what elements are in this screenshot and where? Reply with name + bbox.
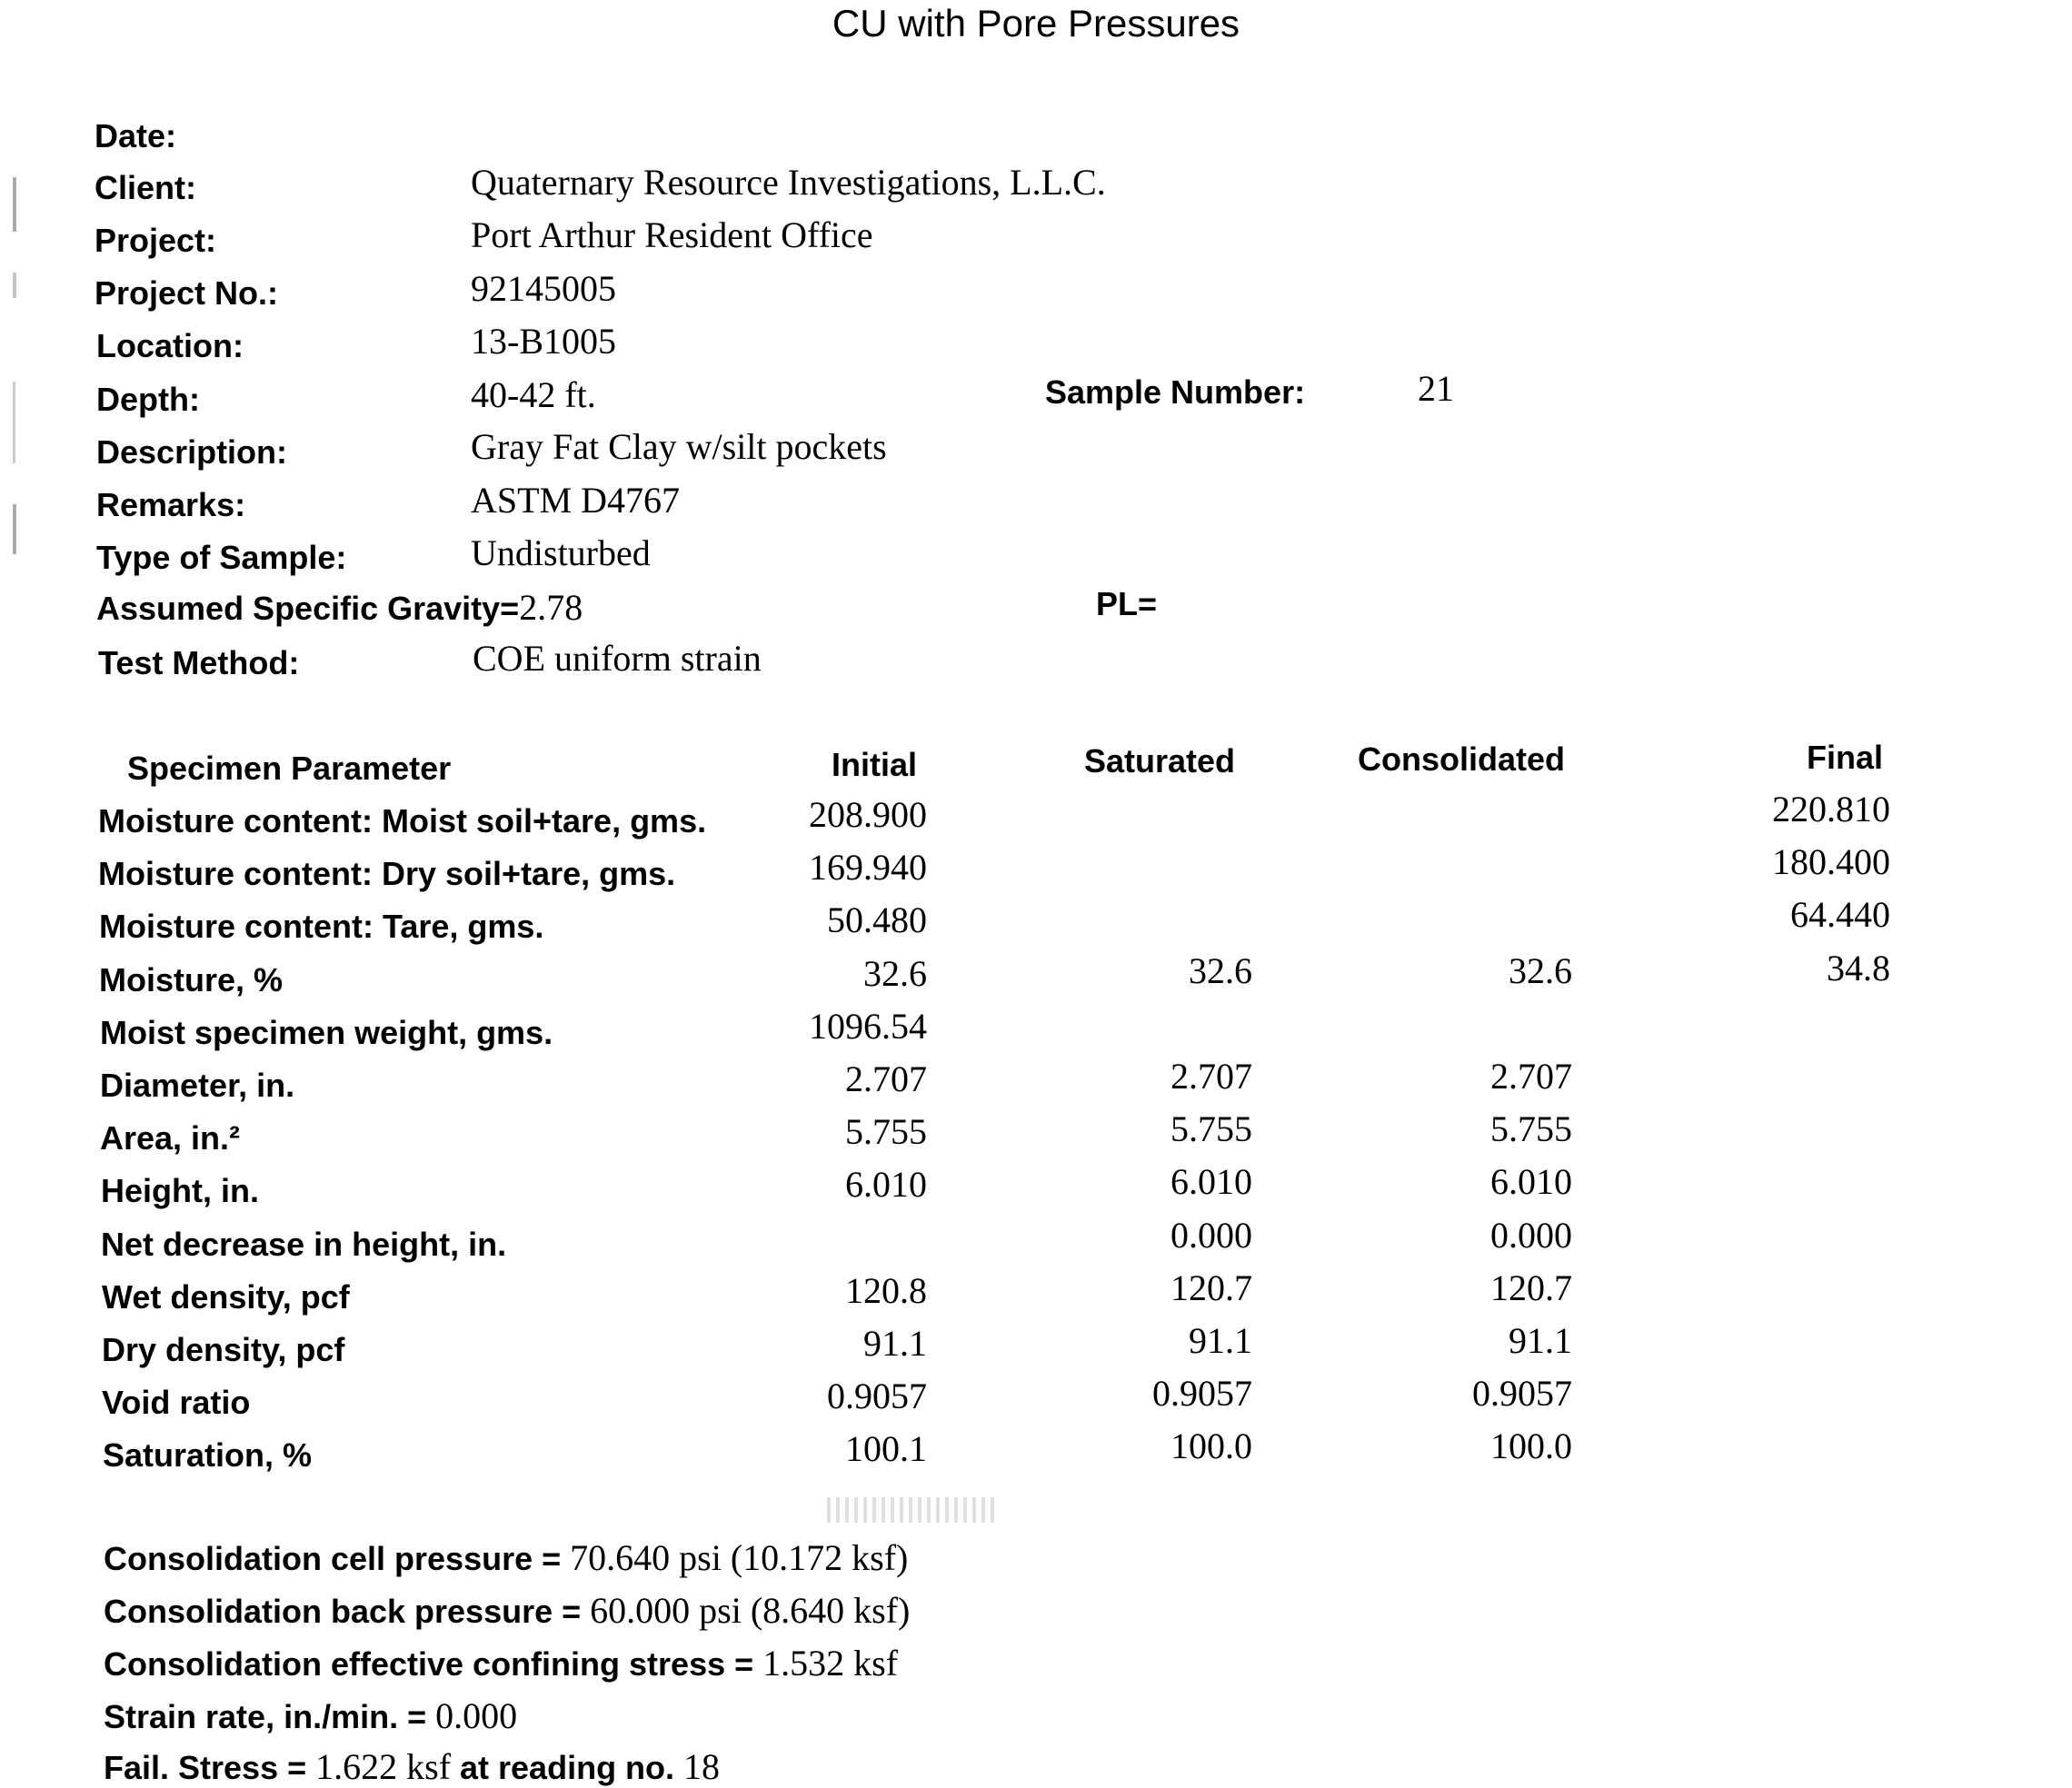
cell-consolidated: 2.707 [1490, 1056, 1572, 1097]
cell-final: 34.8 [1827, 948, 1890, 988]
page-title: CU with Pore Pressures [832, 2, 1240, 45]
scan-mark [13, 382, 15, 463]
cell-final: 180.400 [1772, 841, 1890, 882]
row-label: Moisture content: Dry soil+tare, gms. [98, 855, 676, 892]
fail-stress-reading-value: 18 [683, 1746, 721, 1787]
date-label: Date: [95, 117, 177, 154]
cell-final: 64.440 [1790, 894, 1890, 935]
col-header-parameter: Specimen Parameter [127, 750, 452, 787]
test-method-value: COE uniform strain [473, 638, 762, 679]
cell-pressure-line [104, 1539, 908, 1578]
cell-pressure-label: Consolidation cell pressure = [104, 1540, 571, 1577]
strain-rate-label: Strain rate, in./min. = [104, 1698, 436, 1735]
cell-consolidated: 32.6 [1509, 950, 1572, 991]
cell-initial: 1096.54 [809, 1006, 927, 1047]
scan-mark [13, 177, 16, 232]
row-label: Saturation, % [103, 1436, 313, 1474]
scan-mark [13, 504, 16, 554]
project-no-label: Project No.: [95, 274, 279, 312]
cell-initial: 2.707 [845, 1058, 927, 1099]
cell-pressure-value: 70.640 psi (10.172 ksf) [570, 1537, 909, 1578]
cell-initial: 208.900 [809, 794, 927, 835]
location-value: 13-B1005 [471, 321, 616, 362]
fail-stress-label: Fail. Stress = [104, 1749, 316, 1786]
client-label: Client: [95, 169, 196, 206]
row-label: Area, in.² [100, 1119, 241, 1157]
col-header-consolidated: Consolidated [1358, 740, 1566, 778]
depth-label: Depth: [96, 381, 200, 418]
fail-stress-line [104, 1748, 720, 1787]
cell-final: 220.810 [1772, 789, 1890, 829]
cell-initial: 50.480 [827, 899, 927, 940]
col-header-initial: Initial [832, 746, 918, 783]
cell-initial: 0.9057 [827, 1376, 927, 1416]
row-label: Wet density, pcf [102, 1278, 350, 1316]
specific-gravity-line [96, 589, 583, 628]
sample-number-value: 21 [1418, 368, 1454, 409]
strain-rate-line [104, 1697, 517, 1736]
back-pressure-value: 60.000 psi (8.640 ksf) [590, 1590, 911, 1631]
col-header-final: Final [1807, 739, 1884, 776]
remarks-value: ASTM D4767 [471, 480, 681, 521]
pl-label: PL= [1096, 585, 1158, 622]
scan-mark [13, 273, 16, 298]
cell-consolidated: 0.000 [1490, 1215, 1572, 1256]
back-pressure-label: Consolidation back pressure = [104, 1593, 591, 1630]
sample-type-label: Type of Sample: [96, 539, 347, 576]
fail-stress-value: 1.622 ksf [315, 1746, 452, 1787]
cell-saturated: 91.1 [1189, 1320, 1252, 1361]
project-label: Project: [95, 222, 217, 259]
cell-saturated: 2.707 [1170, 1056, 1252, 1097]
row-label: Diameter, in. [100, 1067, 295, 1104]
cell-saturated: 0.000 [1170, 1215, 1252, 1256]
test-method-label: Test Method: [98, 644, 300, 681]
row-label: Moist specimen weight, gms. [100, 1014, 553, 1051]
cell-initial: 169.940 [809, 847, 927, 888]
row-label: Net decrease in height, in. [101, 1226, 507, 1263]
cell-saturated: 6.010 [1170, 1161, 1252, 1202]
scan-artifact [827, 1497, 1000, 1523]
strain-rate-value: 0.000 [435, 1695, 518, 1736]
cell-consolidated: 5.755 [1490, 1108, 1572, 1149]
client-value: Quaternary Resource Investigations, L.L.C. [471, 162, 1106, 203]
cell-saturated: 5.755 [1170, 1108, 1252, 1149]
cell-consolidated: 100.0 [1490, 1425, 1572, 1466]
confining-stress-label: Consolidation effective confining stress = [104, 1645, 763, 1683]
row-label: Dry density, pcf [102, 1331, 345, 1368]
row-label: Moisture content: Tare, gms. [99, 908, 544, 945]
cell-saturated: 100.0 [1170, 1425, 1252, 1466]
cell-initial: 5.755 [845, 1111, 927, 1152]
back-pressure-line [104, 1592, 910, 1631]
cell-initial: 91.1 [863, 1323, 927, 1364]
specific-gravity-label: Assumed Specific Gravity= [96, 590, 520, 627]
project-no-value: 92145005 [471, 268, 616, 309]
row-label: Height, in. [101, 1172, 259, 1209]
description-value: Gray Fat Clay w/silt pockets [471, 426, 887, 467]
cell-initial: 6.010 [845, 1164, 927, 1205]
description-label: Description: [96, 433, 288, 471]
depth-value: 40-42 ft. [471, 374, 596, 415]
col-header-saturated: Saturated [1084, 742, 1236, 780]
sample-number-label: Sample Number: [1045, 373, 1306, 411]
cell-consolidated: 120.7 [1490, 1267, 1572, 1308]
remarks-label: Remarks: [96, 486, 246, 523]
cell-consolidated: 0.9057 [1472, 1373, 1572, 1414]
cell-saturated: 120.7 [1170, 1267, 1252, 1308]
cell-initial: 120.8 [845, 1270, 927, 1311]
cell-initial: 100.1 [845, 1428, 927, 1469]
sample-type-value: Undisturbed [471, 532, 651, 573]
specific-gravity-value: 2.78 [519, 587, 583, 628]
cell-initial: 32.6 [863, 953, 927, 994]
fail-stress-reading-label: at reading no. [451, 1749, 684, 1786]
cell-consolidated: 91.1 [1509, 1320, 1572, 1361]
location-label: Location: [96, 327, 244, 364]
cell-saturated: 32.6 [1189, 950, 1252, 991]
confining-stress-value: 1.532 ksf [762, 1643, 899, 1684]
cell-consolidated: 6.010 [1490, 1161, 1572, 1202]
project-value: Port Arthur Resident Office [471, 214, 873, 255]
confining-stress-line [104, 1644, 898, 1684]
cell-saturated: 0.9057 [1152, 1373, 1252, 1414]
row-label: Void ratio [102, 1384, 251, 1421]
row-label: Moisture, % [99, 961, 284, 998]
row-label: Moisture content: Moist soil+tare, gms. [98, 802, 707, 839]
